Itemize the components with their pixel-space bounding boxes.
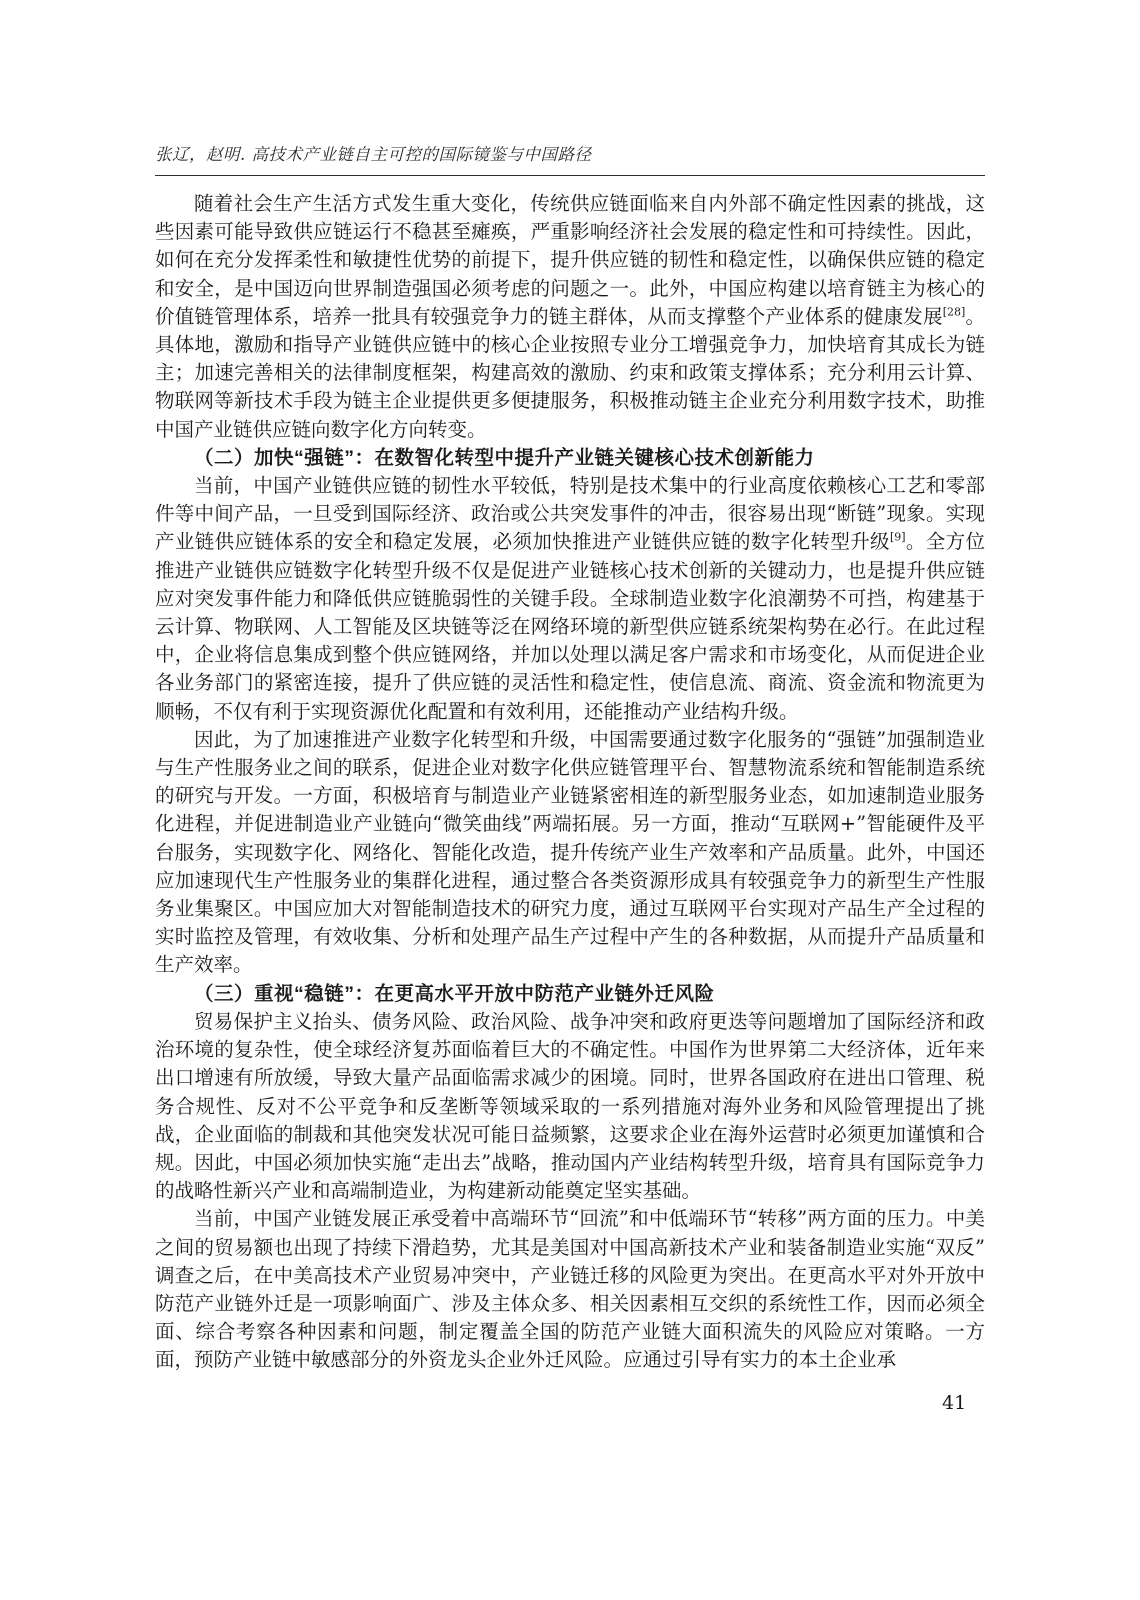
paragraph	[155, 472, 985, 726]
paragraph-text: 。全方位推进产业链供应链数字化转型升级不仅是促进产业链核心技术创新的关键动力，也是提升供应链应对突发事件能力和降低供应链脆弱性的关键手段。全球制造业数字化浪潮势不可挡，构建基于云计算、物联网、人工智能及区块链等泛在网络环境的新型供应链系统架构势在必行。在此过程中，企业将信息集成到整个供应链网络，并加以处理以满足客户需求和市场变化，从而促进企业各业务部门的紧密连接，提升了供应链的灵活性和稳定性，使信息流、商流、资金流和物流更为顺畅，不仅有利于实现资源优化配置和有效利用，还能推动产业结构升级。	[155, 530, 985, 723]
paragraph-text: 当前，中国产业链发展正承受着中高端环节“回流”和中低端环节“转移”两方面的压力。中美之间的贸易额也出现了持续下滑趋势，尤其是美国对中国高新技术产业和装备制造业实施“双反”调查之后，在中美高技术产业贸易冲突中，产业链迁移的风险更为突出。在更高水平对外开放中防范产业链外迁是一项影响面广、涉及主体众多、相关因素相互交织的系统性工作，因而必须全面、综合考察各种因素和问题，制定覆盖全国的防范产业链大面积流失的风险应对策略。一方面，预防产业链中敏感部分的外资龙头企业外迁风险。应通过引导有实力的本土企业承	[155, 1207, 985, 1372]
running-head: 张辽，赵明. 高技术产业链自主可控的国际镜鉴与中国路径	[155, 145, 592, 164]
paragraph	[155, 1205, 985, 1374]
paragraph	[155, 1008, 985, 1205]
paragraph-text: 随着社会生产生活方式发生重大变化，传统供应链面临来自内外部不确定性因素的挑战，这些因素可能导致供应链运行不稳甚至瘫痪，严重影响经济社会发展的稳定性和可持续性。因此，如何在充分发挥柔性和敏捷性优势的前提下，提升供应链的韧性和稳定性，以确保供应链的稳定和安全，是中国迈向世界制造强国必须考虑的问题之一。此外，中国应构建以培育链主为核心的价值链管理体系，培养一批具有较强竞争力的链主群体，从而支撑整个产业体系的健康发展	[155, 192, 985, 328]
reference-superscript: [28]	[942, 305, 966, 319]
section-heading: （二）加快“强链”：在数智化转型中提升产业链关键核心技术创新能力	[194, 446, 815, 469]
paragraph-text: 因此，为了加速推进产业数字化转型和升级，中国需要通过数字化服务的“强链”加强制造业与生产性服务业之间的联系，促进企业对数字化供应链管理平台、智慧物流系统和智能制造系统的研究与开发。一方面，积极培育与制造业产业链紧密相连的新型服务业态，如加速制造业服务化进程，并促进制造业产业链向“微笑曲线”两端拓展。另一方面，推动“互联网+”智能硬件及平台服务，实现数字化、网络化、智能化改造，提升传统产业生产效率和产品质量。此外，中国还应加速现代生产性服务业的集群化进程，通过整合各类资源形成具有较强竞争力的新型生产性服务业集聚区。中国应加大对智能制造技术的研究力度，通过互联网平台实现对产品生产全过程的实时监控及管理，有效收集、分析和处理产品生产过程中产生的各种数据，从而提升产品质量和生产效率。	[155, 727, 985, 977]
paragraph-text: 当前，中国产业链供应链的韧性水平较低，特别是技术集中的行业高度依赖核心工艺和零部件等中间产品，一旦受到国际经济、政治或公共突发事件的冲击，很容易出现“断链”现象。实现产业链供应链体系的安全和稳定发展，必须加快推进产业链供应链的数字化转型升级	[155, 474, 985, 554]
page-content	[155, 141, 985, 1375]
paragraph-text: 。具体地，激励和指导产业链供应链中的核心企业按照专业分工增强竞争力，加快培育其成长为链主；加速完善相关的法律制度框架，构建高效的激励、约束和政策支撑体系；充分利用云计算、物联网等新技术手段为链主企业提供更多便捷服务，积极推动链主企业充分利用数字技术，助推中国产业链供应链向数字化方向转变。	[155, 304, 985, 441]
article-body	[155, 190, 985, 1375]
reference-superscript: [9]	[889, 530, 906, 544]
paragraph	[155, 726, 985, 980]
paragraph	[155, 190, 985, 444]
page-number: 41	[942, 1392, 967, 1414]
section-heading: （三）重视“稳链”：在更高水平开放中防范产业链外迁风险	[194, 982, 715, 1005]
header-rule	[155, 175, 985, 176]
paragraph-text: 贸易保护主义抬头、债务风险、政治风险、战争冲突和政府更迭等问题增加了国际经济和政治环境的复杂性，使全球经济复苏面临着巨大的不确定性。中国作为世界第二大经济体，近年来出口增速有所放缓，导致大量产品面临需求减少的困境。同时，世界各国政府在进出口管理、税务合规性、反对不公平竞争和反垄断等领域采取的一系列措施对海外业务和风险管理提出了挑战，企业面临的制裁和其他突发状况可能日益频繁，这要求企业在海外运营时必须更加谨慎和合规。因此，中国必须加快实施“走出去”战略，推动国内产业结构转型升级，培育具有国际竞争力的战略性新兴产业和高端制造业，为构建新动能奠定坚实基础。	[155, 1009, 985, 1203]
